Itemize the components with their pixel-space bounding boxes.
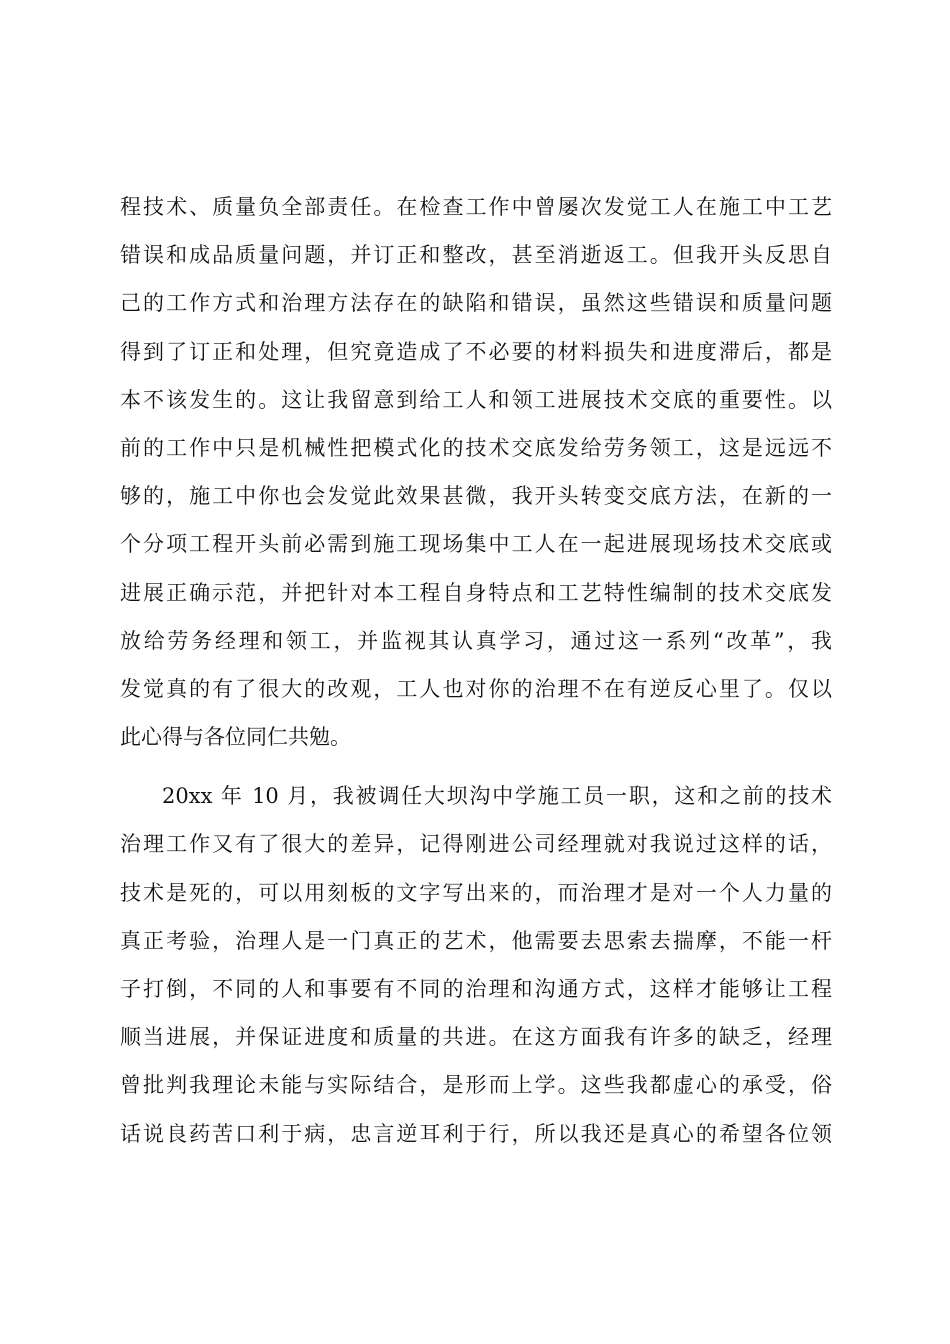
paragraph-line: 20xx 年 10 月，我被调任大坝沟中学施工员一职，这和之前的技术 [162, 784, 832, 809]
paragraph-spacer [120, 761, 832, 772]
paragraph-line: 子打倒，不同的人和事要有不同的治理和沟通方式，这样才能够让工程 [120, 977, 832, 1001]
paragraph-line: 治理工作又有了很大的差异，记得刚进公司经理就对我说过这样的话， [120, 832, 832, 857]
paragraph-1 [120, 183, 832, 761]
paragraph-line: 技术是死的，可以用刻板的文字写出来的，而治理才是对一个人力量的 [120, 880, 832, 905]
paragraph-line: 错误和成品质量问题，并订正和整改，甚至消逝返工。但我开头反思自 [120, 243, 832, 268]
paragraph-line: 此心得与各位同仁共勉。 [120, 725, 351, 750]
paragraph-2 [120, 772, 832, 1158]
paragraph-line: 放给劳务经理和领工，并监视其认真学习，通过这一系列“改革”，我 [120, 628, 832, 653]
paragraph-line: 曾批判我理论未能与实际结合，是形而上学。这些我都虚心的承受，俗 [120, 1073, 832, 1098]
document-body [120, 183, 832, 1158]
paragraph-line: 己的工作方式和治理方法存在的缺陷和错误，虽然这些错误和质量问题 [120, 291, 832, 316]
paragraph-line: 顺当进展，并保证进度和质量的共进。在这方面我有许多的缺乏，经理 [120, 1025, 832, 1050]
paragraph-line: 个分项工程开头前必需到施工现场集中工人在一起进展现场技术交底或 [120, 532, 832, 557]
paragraph-line: 话说良药苦口利于病，忠言逆耳利于行，所以我还是真心的希望各位领 [120, 1121, 832, 1146]
paragraph-line: 前的工作中只是机械性把模式化的技术交底发给劳务领工，这是远远不 [120, 435, 832, 460]
paragraph-line: 本不该发生的。这让我留意到给工人和领工进展技术交底的重要性。以 [120, 387, 832, 412]
paragraph-line: 够的，施工中你也会发觉此效果甚微，我开头转变交底方法，在新的一 [120, 484, 832, 509]
paragraph-line: 进展正确示范，并把针对本工程自身特点和工艺特性编制的技术交底发 [120, 580, 832, 605]
paragraph-line: 得到了订正和处理，但究竟造成了不必要的材料损失和进度滞后，都是 [120, 339, 832, 364]
paragraph-line: 真正考验，治理人是一门真正的艺术，他需要去思索去揣摩，不能一杆 [120, 928, 832, 953]
paragraph-line: 程技术、质量负全部责任。在检查工作中曾屡次发觉工人在施工中工艺 [120, 195, 832, 219]
paragraph-line: 发觉真的有了很大的改观，工人也对你的治理不在有逆反心里了。仅以 [120, 676, 832, 701]
